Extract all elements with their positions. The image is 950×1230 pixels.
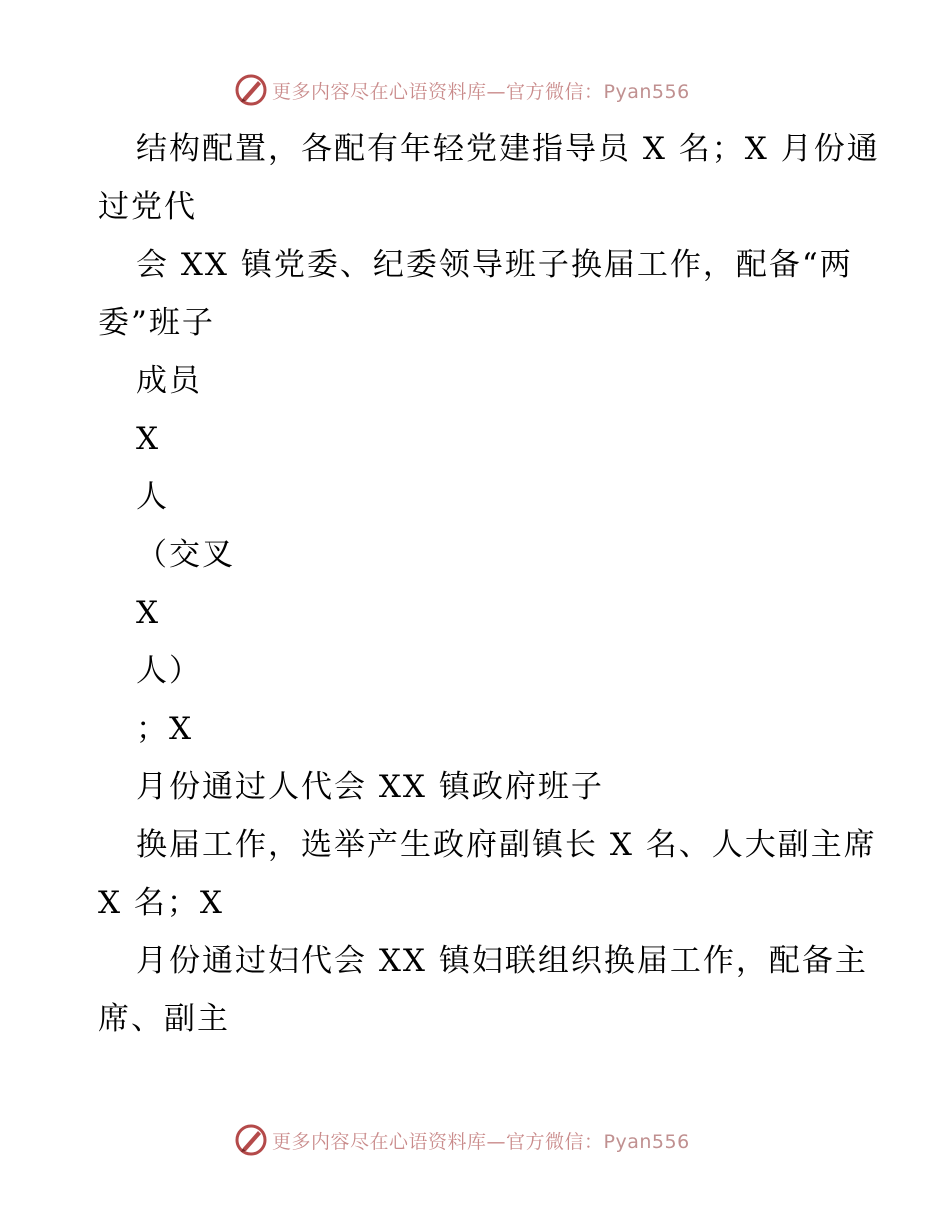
- wechat-id: Pyan556: [603, 1130, 690, 1153]
- paragraph: ；X: [136, 711, 194, 747]
- footer-banner: [234, 1122, 690, 1158]
- banner-text: 更多内容尽在心语资料库—官方微信：Pyan556: [272, 1130, 690, 1153]
- paragraph: 换届工作，选举产生政府副镇长 X 名、人大副主席 X 名；X: [98, 827, 889, 921]
- banner-text: 更多内容尽在心语资料库—官方微信：Pyan556: [272, 80, 690, 103]
- paragraph: 成员: [136, 363, 202, 399]
- wechat-id: Pyan556: [603, 80, 690, 103]
- paragraph: 结构配置，各配有年轻党建指导员 X 名；X 月份通过党代: [98, 131, 880, 225]
- paragraph: 人）: [136, 653, 202, 689]
- paragraph: 月份通过妇代会 XX 镇妇联组织换届工作，配备主席、副主: [98, 943, 868, 1037]
- pen-logo-icon: [234, 1123, 268, 1157]
- paragraph: （交叉: [136, 537, 235, 573]
- header-banner: [234, 72, 690, 108]
- paragraph: X: [136, 421, 161, 457]
- pen-logo-icon: [234, 73, 268, 107]
- paragraph: 会 XX 镇党委、纪委领导班子换届工作，配备“两委”班子: [98, 247, 853, 341]
- document-body: [98, 120, 898, 1048]
- paragraph: 月份通过人代会 XX 镇政府班子: [136, 769, 604, 805]
- paragraph: 人: [136, 479, 169, 515]
- paragraph: X: [136, 595, 161, 631]
